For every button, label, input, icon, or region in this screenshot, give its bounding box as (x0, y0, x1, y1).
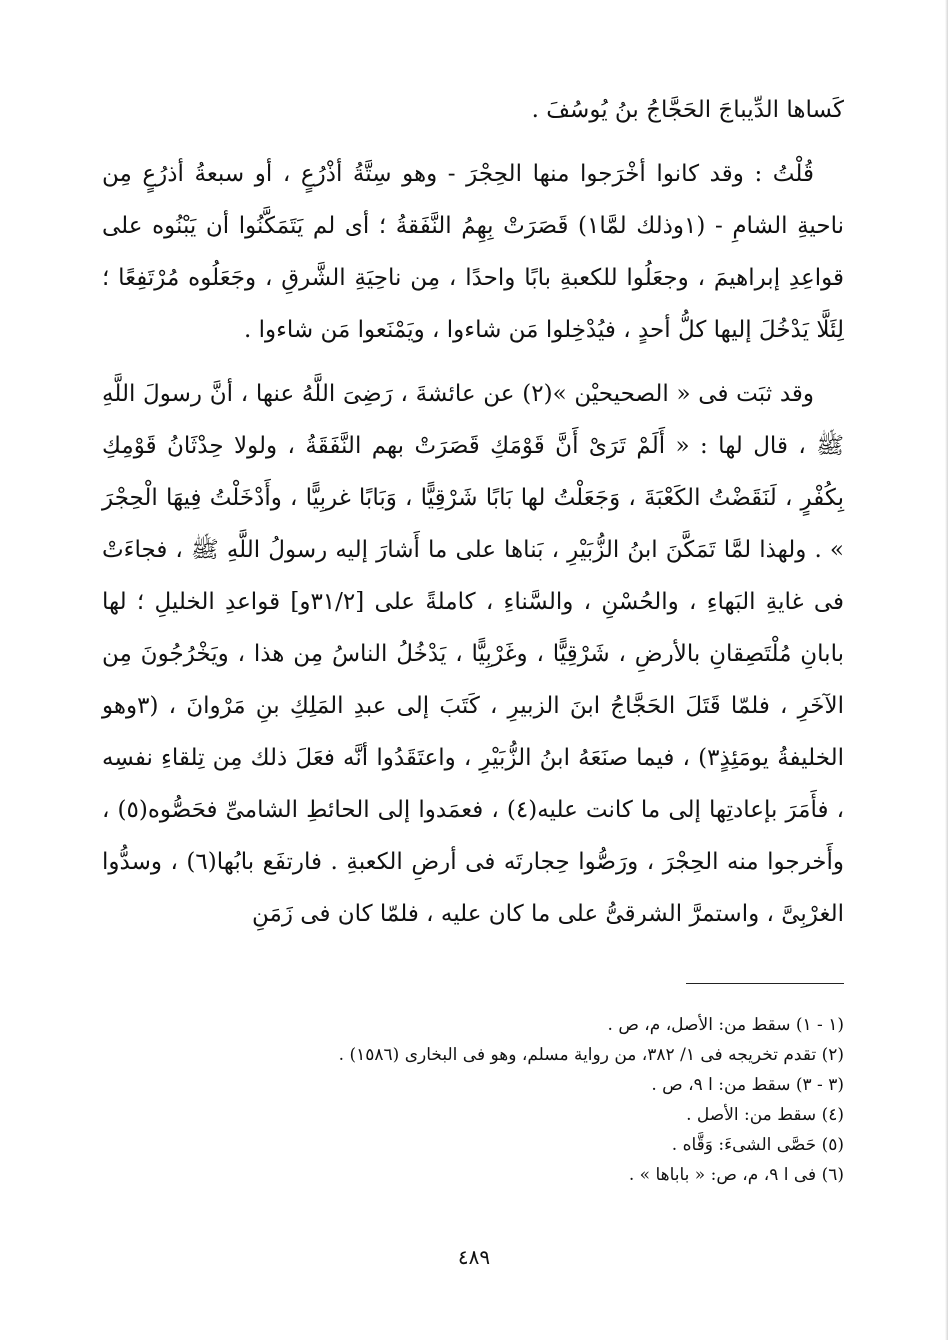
footnote-4: (٤) سقط من: الأصل . (686, 1105, 844, 1125)
main-text-block (102, 84, 844, 940)
footnote-3: (٣ - ٣) سقط من: ا ٩، ص . (651, 1075, 844, 1095)
footnote-2: (٢) تقدم تخريجه فى ١/ ٣٨٢، من رواية مسلم، وهو فى البخارى (١٥٨٦) . (338, 1045, 844, 1065)
paragraph-qultu: قُلْتُ : وقد كانوا أخْرَجوا منها الحِجْرَ - وهو سِتَّةُ أذْرُعٍ ، أو سبعةُ أذرُعٍ مِن ناحيةِ الشامِ - (١وذلك لمَّا١) قَصَرَتْ بِهِمُ النَّفَقةُ ؛ أى لم يَتَمَكَّنُوا أن يَبْنُوه على قواعِدِ إبراهيمَ ، وجعَلُوا للكعبةِ بابًا واحدًا ، مِن ناحِيَةِ الشَّرقِ ، وجَعَلُوه مُرْتَفِعًا ؛ لِئَلَّا يَدْخُلَ إليها كلُّ أحدٍ ، فيُدْخِلوا مَن شاءوا ، ويَمْنَعوا مَن شاءوا . (102, 161, 844, 343)
footnote-6: (٦) فى ا ٩، م، ص: « باباها » . (628, 1165, 844, 1185)
paragraph-opening-line: كَساها الدِّيباجَ الحَجَّاجُ بنُ يُوسُفَ . (531, 97, 844, 123)
footnotes-list (102, 1010, 844, 1190)
footnote-1: (١ - ١) سقط من: الأصل، م، ص . (607, 1015, 844, 1035)
paragraph-hadith: وقد ثبَت فى « الصحيحيْن »(٢) عن عائشةَ ، رَضِىَ اللَّهُ عنها ، أنَّ رسولَ اللَّهِ ﷺ ، قال لها : « أَلَمْ تَرَىْ أَنَّ قَوْمَكِ قَصَرَتْ بهم النَّفَقَةُ ، ولولا حِدْثَانُ قَوْمِكِ بِكُفْرٍ ، لَنَقَضْتُ الكَعْبَةَ ، وَجَعَلْتُ لها بَابًا شَرْقِيًّا ، وَبَابًا غربِيًّا ، وأَدْخَلْتُ فِيهَا الْحِجْرَ » . ولهذا لمَّا تَمَكَّنَ ابنُ الزُّبَيْرِ ، بَناها على ما أَشارَ إليه رسولُ اللَّهِ ﷺ ، فجاءَتْ فى غايةِ البَهاءِ ، والحُسْنِ ، والسَّناءِ ، كاملةً على [٣١/٢و] قواعدِ الخليلِ ؛ لها بابانِ مُلْتَصِقانِ بالأرضِ ، شَرْقِيًّا ، وغَرْبِيًّا ، يَدْخُلُ الناسُ مِن هذا ، ويَخْرُجُونَ مِن الآخَرِ ، فلمّا قَتَلَ الحَجَّاجُ ابنَ الزبيرِ ، كَتَبَ إلى عبدِ المَلِكِ بنِ مَرْوانَ ، (٣وهو الخليفةُ يومَئِذٍ٣) ، فيما صنَعَهُ ابنُ الزُّبَيْرِ ، واعتَقَدُوا أنَّه فعَلَ ذلك مِن تِلقاءِ نفسِه ، فأَمَرَ بإعادتِها إلى ما كانت عليه(٤) ، فعمَدوا إلى الحائطِ الشامىِّ فحَصُّوه(٥) ، وأَخرجوا منه الحِجْرَ ، ورَصُّوا حِجارتَه فى أرضِ الكعبةِ . فارتفَع بابُها(٦) ، وسدُّوا الغرْبِىَّ ، واستمرَّ الشرقىُّ على ما كان عليه ، فلمّا كان فى زَمَنِ (102, 381, 844, 927)
footnote-5: (٥) حَصَّى الشىءَ: وَقَّاه . (671, 1135, 844, 1155)
page-number: ٤٨٩ (457, 1245, 491, 1269)
footnote-separator (686, 983, 844, 984)
